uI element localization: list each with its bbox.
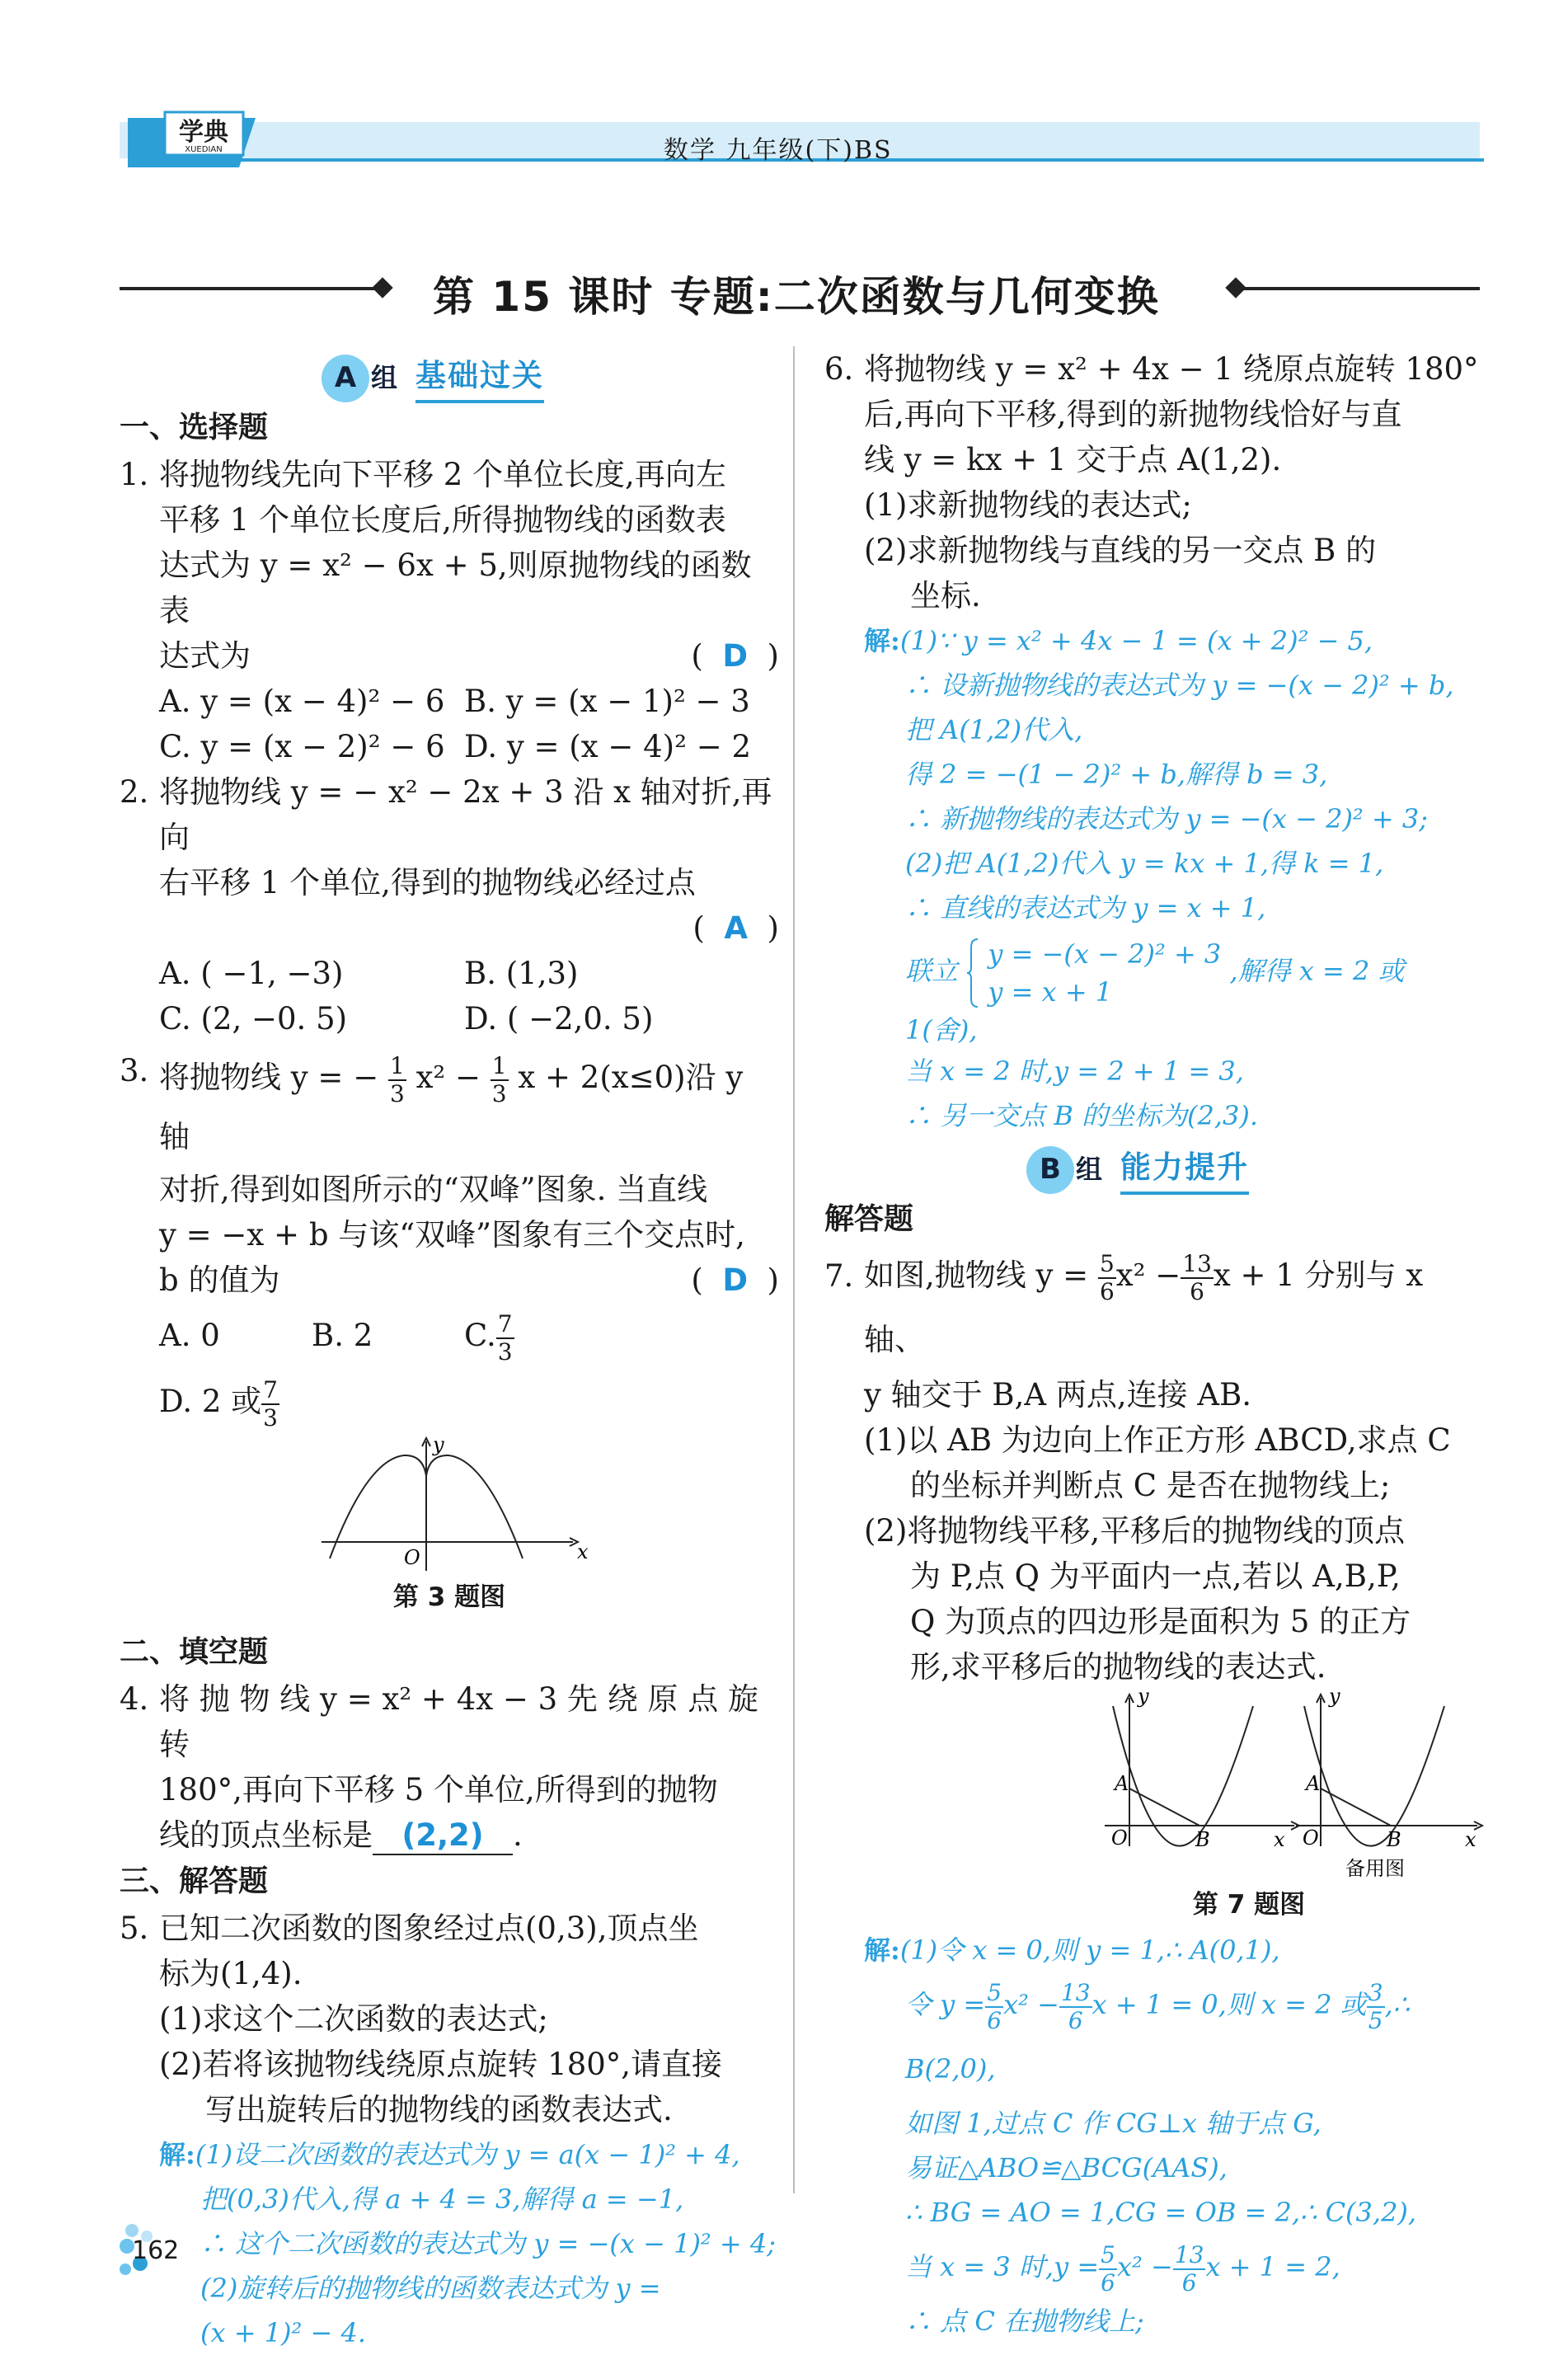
q7-sub2: 为 P,点 Q 为平面内一点,若以 A,B,P, <box>910 1558 1401 1594</box>
q7-sub1: 的坐标并判断点 C 是否在抛物线上; <box>910 1468 1391 1503</box>
section-solve-b: 解答题 <box>824 1202 914 1236</box>
svg-text:y: y <box>433 1435 444 1456</box>
question-number: 1. <box>120 457 149 492</box>
column-divider <box>793 346 795 2193</box>
q7-main-figure <box>1105 1690 1299 1851</box>
q2-options <box>120 951 779 1041</box>
solution-label: 解: <box>159 2139 195 2170</box>
solution-line: ∴ 设新抛物线的表达式为 y = −(x − 2)² + b, <box>905 670 1454 701</box>
svg-text:B: B <box>1387 1828 1401 1851</box>
svg-text:O: O <box>1111 1826 1128 1850</box>
option: B. y = (x − 1)² − 3 <box>464 684 750 719</box>
solution-line: 当 x = 2 时,y = 2 + 1 = 3, <box>905 1055 1244 1087</box>
q4-line: 180°,再向下平移 5 个单位,所得到的抛物 <box>159 1772 718 1807</box>
svg-text:XUEDIAN: XUEDIAN <box>185 145 223 154</box>
option: A. ( −1, −3) <box>159 956 344 991</box>
solution-line: 当 x = 3 时,y = $\frac{5}{6}$ x² − $\frac{13}{6}$ x + 1 = 2, <box>905 2240 1340 2296</box>
q3-line: 对折,得到如图所示的“双峰”图象. 当直线 <box>159 1172 708 1207</box>
answer-q2: A <box>724 910 749 946</box>
solution-system: 联立 y = −(x − 2)² + 3 y = x + 1 ,解得 x = 2 或 1(舍), <box>905 938 1405 1046</box>
q6-line: 将抛物线 y = x² + 4x − 1 绕原点旋转 180° <box>864 351 1479 387</box>
svg-text:x: x <box>1274 1828 1285 1851</box>
svg-text:y: y <box>1329 1690 1340 1708</box>
solution-line: 如图 1,过点 C 作 CG⊥x 轴于点 G, <box>905 2108 1322 2139</box>
right-column <box>824 346 1484 2343</box>
q1-options <box>120 679 779 769</box>
q4-line: 线的顶点坐标是 <box>159 1817 373 1853</box>
section-solve: 三、解答题 <box>120 1864 269 1898</box>
section-choice: 一、选择题 <box>120 411 269 444</box>
option: C. (2, −0. 5) <box>159 1001 348 1036</box>
q5-sub1: (1)求这个二次函数的表达式; <box>159 2001 548 2037</box>
svg-text:O: O <box>404 1546 420 1569</box>
option: B. (1,3) <box>464 956 579 991</box>
svg-text:y: y <box>1138 1690 1149 1708</box>
q2-line: 将抛物线 y = − x² − 2x + 3 沿 x 轴对折,再向 <box>159 774 772 855</box>
q5-line: 已知二次函数的图象经过点(0,3),顶点坐 <box>159 1911 699 1946</box>
q5-sub2: 写出旋转后的抛物线的函数表达式. <box>205 2092 673 2127</box>
solution-line: (x + 1)² − 4. <box>200 2317 367 2348</box>
option: B. 2 <box>312 1318 373 1353</box>
q3-text: 将抛物线 y = − <box>159 1060 379 1095</box>
q6-line: 线 y = kx + 1 交于点 A(1,2). <box>864 442 1282 477</box>
solution-line: (2)把 A(1,2)代入 y = kx + 1,得 k = 1, <box>905 848 1384 879</box>
q7-sub1: (1)以 AB 为边向上作正方形 ABCD,求点 C <box>864 1422 1451 1458</box>
question-number: 5. <box>120 1911 149 1946</box>
fraction: $\frac{1}{3}$ <box>389 1051 405 1107</box>
solution-line: ∴ 点 C 在抛物线上; <box>905 2306 1144 2337</box>
solution-line: ∴ 新抛物线的表达式为 y = −(x − 2)² + 3; <box>905 803 1429 834</box>
lesson-title-row <box>120 256 1480 322</box>
q6-sub2: (2)求新抛物线与直线的另一交点 B 的 <box>864 533 1377 568</box>
q4-line: 将 抛 物 线 y = x² + 4x − 3 先 绕 原 点 旋 转 <box>159 1681 758 1762</box>
option: A. y = (x − 4)² − 6 <box>159 684 445 719</box>
solution-line: ∴ 这个二次函数的表达式为 y = −(x − 1)² + 4; <box>200 2228 777 2259</box>
q3-options <box>120 1303 779 1435</box>
group-a-letter: A <box>322 355 369 402</box>
question-number: 7. <box>824 1258 854 1294</box>
group-b-title: 能力提升 <box>1120 1145 1249 1195</box>
solution-line: 得 2 = −(1 − 2)² + b,解得 b = 3, <box>905 759 1328 790</box>
q1-line: 达式为 y = x² − 6x + 5,则原抛物线的函数表 <box>159 548 752 628</box>
left-column <box>120 346 779 2355</box>
question-number: 4. <box>120 1681 149 1717</box>
solution-line: ∴ 另一交点 B 的坐标为(2,3). <box>905 1100 1259 1131</box>
solution-line: 易证△ABO≌△BCG(AAS), <box>905 2152 1228 2183</box>
question-6 <box>824 346 1484 482</box>
q5-sub2: (2)若将该抛物线绕原点旋转 180°,请直接 <box>159 2047 723 2082</box>
q7-spare-figure <box>1296 1690 1482 1879</box>
solution-line: 令 y = $\frac{5}{6}$ x² − $\frac{13}{6}$ x + 1 = 0,则 x = 2 或 $\frac{3}{5}$ ,∴ B(2,0), <box>905 1978 1411 2085</box>
svg-text:学典: 学典 <box>179 118 228 147</box>
xuedian-logo <box>124 106 264 172</box>
title-rule-left <box>120 287 375 290</box>
section-fill: 二、填空题 <box>120 1635 269 1669</box>
group-b-letter: B <box>1026 1146 1074 1194</box>
svg-text:备用图: 备用图 <box>1345 1857 1405 1879</box>
answer-q1: D <box>722 638 749 674</box>
question-3: 3. 将抛物线 y = − $\frac{1}{3}$ x² − $\frac{1}{3}$ x + 2(x≤0)沿 y 轴 对折,得到如图所示的“双峰”图象. 当直线 y = −x + b 与该“双峰”图象有三个交点时, b 的值为 ( D ) <box>120 1048 779 1303</box>
option: D. y = (x − 4)² − 2 <box>464 729 751 764</box>
header-subject: 数学 九年级(下)BS <box>664 136 893 165</box>
q7-solution: 解:(1)令 x = 0,则 y = 1,∴ A(0,1), 令 y = $\frac{5}{6}$ x² − $\frac{13}{6}$ x + 1 = 0,则 x = 2 或 $\frac{3}{5}$ ,∴ B(2,0), 如图 1,过点 C 作 CG⊥x 轴于点 G, 易证△ABO≌△BCG(AAS), ∴ BG = AO = 1,CG = OB = 2,∴ C(3,2), 当 x = 3 时,y = $\frac{5}{6}$ x² − $\frac{13}{6}$ x + 1 = 2, ∴ 点 C 在抛物线上; <box>824 1928 1484 2343</box>
solution-line: ∴ BG = AO = 1,CG = OB = 2,∴ C(3,2), <box>905 2197 1417 2228</box>
question-4: 4. 将 抛 物 线 y = x² + 4x − 3 先 绕 原 点 旋 转 180°,再向下平移 5 个单位,所得到的抛物 线的顶点坐标是 (2,2) . <box>120 1676 779 1858</box>
title-rule-right <box>1241 287 1480 290</box>
group-a-zu: 组 <box>371 362 398 393</box>
question-number: 2. <box>120 774 149 810</box>
answer-q3: D <box>722 1262 749 1298</box>
option: D. 2 或 $\frac{7}{3}$ <box>159 1375 278 1431</box>
option: A. 0 <box>159 1318 220 1353</box>
q6-line: 后,再向下平移,得到的新抛物线恰好与直 <box>864 397 1402 432</box>
question-number: 6. <box>824 351 854 387</box>
q3-text: x² − <box>415 1060 481 1095</box>
question-7: 7. 如图,抛物线 y = $\frac{5}{6}$ x² − $\frac{13}{6}$ x + 1 分别与 x 轴、 y 轴交于 B,A 两点,连接 AB. <box>824 1243 1484 1417</box>
group-a-title: 基础过关 <box>415 353 544 403</box>
q5-solution: 解:(1)设二次函数的表达式为 y = a(x − 1)² + 4, 把(0,3)代入,得 a + 4 = 3,解得 a = −1, ∴ 这个二次函数的表达式为 y = −(x − 1)² + 4; (2)旋转后的抛物线的函数表达式为 y = (x + 1)² − 4. <box>120 2132 779 2355</box>
lesson-title: 第 15 课时 专题:二次函数与几何变换 <box>433 273 1160 321</box>
q7-figures <box>824 1690 1484 1879</box>
q7-sub2: Q 为顶点的四边形是面积为 5 的正方 <box>910 1604 1411 1639</box>
solution-line: (2)旋转后的抛物线的函数表达式为 y = <box>200 2273 661 2304</box>
solution-line: ∴ 直线的表达式为 y = x + 1, <box>905 892 1266 924</box>
svg-text:x: x <box>577 1540 589 1563</box>
figure-3-caption: 第 3 题图 <box>392 1582 506 1612</box>
q1-line: 将抛物线先向下平移 2 个单位长度,再向左 <box>159 457 726 492</box>
option: C. y = (x − 2)² − 6 <box>159 729 445 764</box>
double-peak-graph <box>120 1435 779 1575</box>
solution-line: 把(0,3)代入,得 a + 4 = 3,解得 a = −1, <box>200 2183 684 2215</box>
page-number: 162 <box>132 2236 180 2265</box>
q3-line: b 的值为 <box>159 1262 280 1298</box>
group-b-zu: 组 <box>1076 1154 1103 1185</box>
question-2: 2. 将抛物线 y = − x² − 2x + 3 沿 x 轴对折,再向 右平移 1 个单位,得到的抛物线必经过点 ( A ) <box>120 769 779 951</box>
q3-line: y = −x + b 与该“双峰”图象有三个交点时, <box>159 1217 745 1253</box>
svg-text:A: A <box>1306 1772 1321 1795</box>
svg-text:B: B <box>1195 1828 1210 1851</box>
q6-sub2: 坐标. <box>910 578 981 613</box>
answer-q4: (2,2) <box>401 1817 484 1853</box>
q7-sub2: (2)将抛物线平移,平移后的抛物线的顶点 <box>864 1513 1406 1549</box>
group-b-badge <box>824 1138 1484 1196</box>
q3-text: x + 2(x≤0)沿 y 轴 <box>159 1060 744 1154</box>
fraction: $\frac{1}{3}$ <box>491 1051 507 1107</box>
q6-solution: 解:(1)∵ y = x² + 4x − 1 = (x + 2)² − 5, ∴ 设新抛物线的表达式为 y = −(x − 2)² + b, 把 A(1,2)代入, 得 2 = −(1 − 2)² + b,解得 b = 3, ∴ 新抛物线的表达式为 y = −(x − 2)² + 3; (2)把 A(1,2)代入 y = kx + 1,得 k = 1, ∴ 直线的表达式为 y = x + 1, 联立 y = −(x − 2)² + 3 y = x + 1 ,解得 x = 2 或 1(舍), 当 x = 2 时,y = 2 + 1 = 3, ∴ 另一交点 B 的坐标为(2,3). <box>824 618 1484 1138</box>
q6-sub1: (1)求新抛物线的表达式; <box>864 487 1192 523</box>
svg-text:A: A <box>1115 1772 1129 1795</box>
question-1: 1. 将抛物线先向下平移 2 个单位长度,再向左 平移 1 个单位长度后,所得抛物线的函数表 达式为 y = x² − 6x + 5,则原抛物线的函数表 达式为 ( D ) <box>120 452 779 679</box>
solution-line: 把 A(1,2)代入, <box>905 714 1083 745</box>
q2-line: 右平移 1 个单位,得到的抛物线必经过点 <box>159 865 696 900</box>
q7-line: y 轴交于 B,A 两点,连接 AB. <box>864 1377 1252 1413</box>
svg-text:O: O <box>1303 1826 1319 1850</box>
option: D. ( −2,0. 5) <box>464 1001 654 1036</box>
question-number: 3. <box>120 1053 149 1088</box>
q1-line: 平移 1 个单位长度后,所得抛物线的函数表 <box>159 502 726 538</box>
figure-7-caption: 第 7 题图 <box>1192 1890 1306 1920</box>
solution-label: 解: <box>864 1934 900 1966</box>
q5-line: 标为(1,4). <box>159 1956 303 1991</box>
svg-text:x: x <box>1465 1828 1476 1851</box>
q1-line: 达式为 <box>159 638 251 674</box>
group-a-badge <box>120 346 779 404</box>
question-5 <box>120 1906 779 1996</box>
solution-label: 解: <box>864 625 900 656</box>
diamond-icon <box>372 277 392 298</box>
q7-sub2: 形,求平移后的抛物线的表达式. <box>910 1649 1326 1685</box>
option: C. $\frac{7}{3}$ <box>464 1309 513 1366</box>
